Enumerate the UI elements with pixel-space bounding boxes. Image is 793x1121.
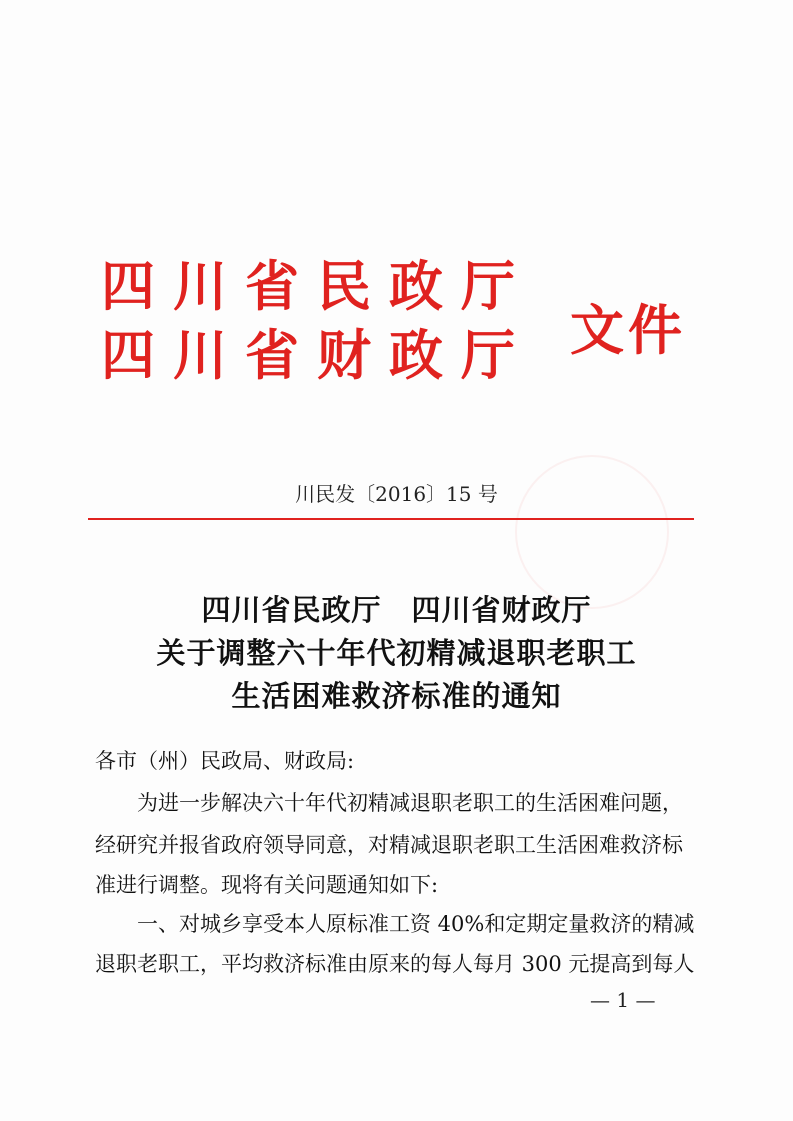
issuer-char: 川 (173, 323, 227, 387)
body-line: 准进行调整。现将有关问题通知如下: (95, 873, 439, 897)
title-line-3: 生活困难救济标准的通知 (231, 679, 562, 713)
body-line: 经研究并报省政府领导同意，对精减退职老职工生活困难救济标 (95, 833, 683, 857)
issuer-char: 厅 (461, 254, 515, 318)
issuer-finance (92, 325, 524, 385)
body-line: 一、对城乡享受本人原标准工资 40%和定期定量救济的精减 (137, 912, 695, 936)
body-line: 退职老职工，平均救济标准由原来的每人每月 300 元提高到每人 (95, 952, 695, 976)
issuer-civil-affairs (92, 256, 524, 316)
issuer-char: 厅 (461, 323, 515, 387)
body-line: 为进一步解决六十年代初精减退职老职工的生活困难问题， (137, 791, 683, 815)
document-type-label: 文件 (570, 298, 686, 362)
issuer-char: 民 (317, 254, 371, 318)
issuer-char: 政 (389, 254, 443, 318)
issuer-char: 四 (101, 254, 155, 318)
issuer-char: 省 (245, 254, 299, 318)
issuer-char: 川 (173, 254, 227, 318)
issuer-char: 省 (245, 323, 299, 387)
page-number: — 1 — (590, 988, 656, 1012)
issuer-char: 政 (389, 323, 443, 387)
salutation: 各市（州）民政局、财政局: (95, 749, 355, 773)
title-line-1: 四川省民政厅 四川省财政厅 (201, 593, 592, 627)
document-number: 川民发〔2016〕15 号 (295, 482, 498, 506)
issuer-char: 四 (101, 323, 155, 387)
red-divider (88, 518, 694, 520)
issuer-char: 财 (317, 323, 371, 387)
title-line-2: 关于调整六十年代初精减退职老职工 (156, 636, 637, 670)
